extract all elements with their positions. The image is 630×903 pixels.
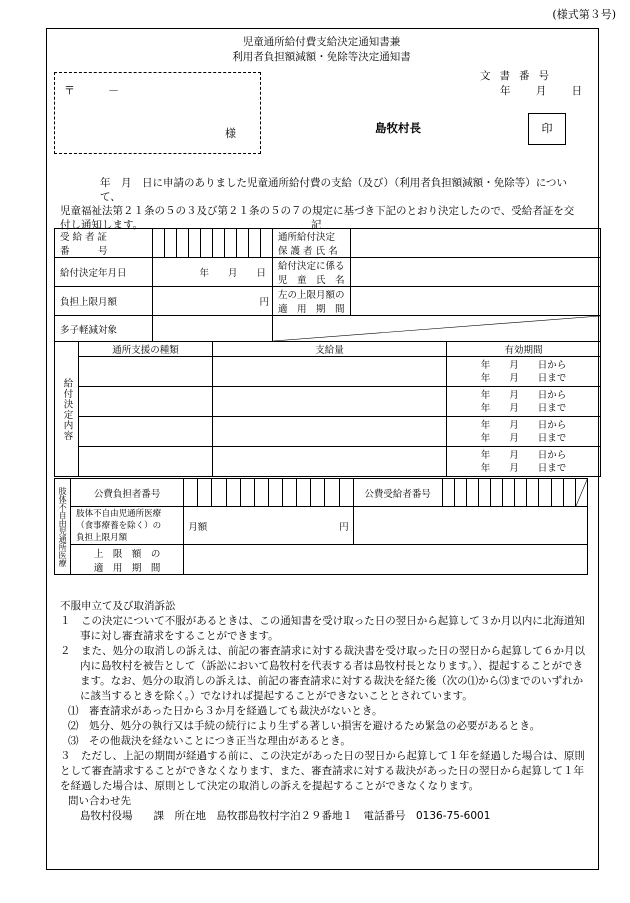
recipient-number2-label: 公費受給者番号	[353, 479, 442, 507]
service-type-cell	[79, 387, 213, 417]
note-item-3: ３ ただし、上記の期間が経過する前に、この決定があった日の翌日から起算して１年を経過した場合は、原則として審査請求することができなくなります、また、審査請求に対する裁決があった日の翌日から起算して１年を経過した場合は、原則として決定の取消しの訴えを提起することができなくなります。	[60, 750, 585, 792]
validity-cell: 年 月 日から 年 月 日まで	[447, 387, 601, 417]
decision-date-value: 年 月 日	[153, 258, 273, 287]
amount-cell	[213, 387, 447, 417]
recipient-number-digit	[189, 229, 201, 258]
issuer-name: 島牧村長	[375, 121, 421, 135]
payer-number-digit	[339, 479, 353, 507]
honorific-label: 様	[225, 127, 236, 140]
contact-heading: 問い合わせ先	[68, 795, 131, 807]
limit-period-value	[351, 287, 601, 316]
recipient-number-digit	[201, 229, 213, 258]
document-number-label: 文書番号	[480, 70, 558, 82]
multi-child-value	[153, 316, 273, 342]
amount-cell	[213, 447, 447, 477]
recipient-number2-digit	[490, 479, 502, 507]
payer-number-digit	[283, 479, 297, 507]
guardian-name-value	[351, 229, 601, 258]
recipient-number-digit	[249, 229, 261, 258]
recipient-number-digit	[261, 229, 273, 258]
guardian-name-label: 通所給付決定 保 護 者 氏 名	[273, 229, 351, 258]
decision-table	[54, 228, 601, 477]
recipient-number2-digit	[466, 479, 478, 507]
medical-side-label: 肢体不自由児通所医療	[55, 479, 71, 575]
amount-cell	[213, 417, 447, 447]
note-sub-3: ⑶ その他裁決を経ないことにつき正当な理由があるとき。	[68, 735, 351, 747]
amount-header: 支給量	[213, 342, 447, 357]
service-type-header: 通所支援の種類	[79, 342, 213, 357]
document-subtitle: 利用者負担額減額・免除等決定通知書	[232, 51, 411, 63]
recipient-number-digit	[177, 229, 189, 258]
multi-child-diagonal	[273, 316, 601, 342]
payer-number-digit	[212, 479, 226, 507]
monthly-label: 月額	[188, 521, 208, 533]
recipient-number2-digit	[563, 479, 575, 507]
payer-number-digit	[254, 479, 268, 507]
recipient-number-label: 受 給 者 証 番 号	[55, 229, 153, 258]
limit-period2-value	[184, 545, 588, 575]
note-item-2: ２ また、処分の取消しの訴えは、前記の審査請求に対する裁決書を受け取った日の翌日から起算して６か月以内に島牧村を被告として（訴訟において島牧村を代表する者は島牧村長となります。）、提起することができます。なお、処分の取消しの訴えは、前記の審査請求に対する裁決を経た後（次の⑴から⑶までのいずれかに該当するときを除く。）でなければ提起することができないこととされています。	[60, 645, 585, 702]
validity-header: 有効期間	[447, 342, 601, 357]
monthly-limit-label: 負担上限月額	[55, 287, 153, 316]
intro-line-2: 児童福祉法第２１条の５の３及び第２１条の５の７の規定に基づき下記のとおり決定したので、受給者証を交	[60, 205, 575, 217]
limit-period2-label: 上 限 額 の 適 用 期 間	[71, 545, 184, 575]
note-sub-1: ⑴ 審査請求があった日から３か月を経過しても裁決がないとき。	[68, 705, 383, 717]
diagonal-line	[576, 479, 587, 506]
recipient-number-digit	[225, 229, 237, 258]
contact-line: 島牧村役場 課 所在地 島牧郡島牧村字泊２９番地１ 電話番号 0136-75-6001	[80, 810, 491, 822]
recipient-number-digit	[237, 229, 249, 258]
limit-period-label: 左の上限月額の 適 用 期 間	[273, 287, 351, 316]
payer-number-digit	[240, 479, 254, 507]
service-type-cell	[79, 447, 213, 477]
notes-heading: 不服申立て及び取消訴訟	[60, 600, 176, 612]
recipient-number2-digit	[454, 479, 466, 507]
recipient-number2-digit	[551, 479, 563, 507]
intro-line-1: 年 月 日に申請のありました児童通所給付費の支給（及び）（利用者負担額減額・免除等）について、	[100, 177, 568, 203]
validity-cell: 年 月 日から 年 月 日まで	[447, 417, 601, 447]
payer-number-digit	[268, 479, 282, 507]
decision-date-label: 給付決定年月日	[55, 258, 153, 287]
seal-box: 印	[528, 113, 566, 145]
validity-cell: 年 月 日から 年 月 日まで	[447, 357, 601, 387]
payer-number-digit	[297, 479, 311, 507]
payer-number-digit	[198, 479, 212, 507]
recipient-number2-digit	[442, 479, 454, 507]
recipient-number-digit	[153, 229, 165, 258]
validity-cell: 年 月 日から 年 月 日まで	[447, 447, 601, 477]
document-date-label: 年 月 日	[500, 85, 583, 97]
intro-line-3: 付し通知します。	[60, 219, 144, 231]
document-title: 児童通所給付費支給決定通知書兼	[242, 36, 401, 48]
service-type-cell	[79, 417, 213, 447]
recipient-number2-digit	[503, 479, 515, 507]
medical-limit-blank	[353, 507, 587, 545]
address-box	[54, 72, 261, 154]
medical-limit-value	[184, 507, 354, 545]
payer-number-digit	[226, 479, 240, 507]
recipient-number2-digit	[527, 479, 539, 507]
ki-label: 記	[311, 219, 322, 231]
yen-label: 円	[339, 521, 349, 533]
medical-limit-label: 肢体不自由児通所医療 （食事療養を除く）の 負担上限月額	[71, 507, 184, 545]
recipient-number2-digit	[478, 479, 490, 507]
zip-label: 〒 －	[64, 84, 119, 97]
recipient-number2-diagonal	[575, 479, 587, 507]
service-type-cell	[79, 357, 213, 387]
note-item-1: １ この決定について不服があるときは、この通知書を受け取った日の翌日から起算して３か月以内に北海道知事に対し審査請求をすることができます。	[60, 615, 585, 642]
recipient-number2-digit	[539, 479, 551, 507]
multi-child-label: 多子軽減対象	[55, 316, 153, 342]
content-side-label: 給付決定内容	[55, 342, 79, 477]
payer-number-digit	[184, 479, 198, 507]
note-sub-2: ⑵ 処分、処分の執行又は手続の続行により生ずる著しい損害を避けるため緊急の必要があるとき。	[68, 720, 541, 732]
form-number: (様式第３号)	[552, 8, 616, 21]
child-name-label: 給付決定に係る 児 童 氏 名	[273, 258, 351, 287]
amount-cell	[213, 357, 447, 387]
medical-table	[54, 478, 588, 575]
recipient-number2-digit	[515, 479, 527, 507]
child-name-value	[351, 258, 601, 287]
monthly-limit-value: 円	[153, 287, 273, 316]
payer-number-digit	[325, 479, 339, 507]
recipient-number-digit	[213, 229, 225, 258]
payer-number-label: 公費負担者番号	[71, 479, 184, 507]
diagonal-line	[273, 316, 600, 341]
appeal-notes	[60, 599, 590, 824]
payer-number-digit	[311, 479, 325, 507]
recipient-number-digit	[165, 229, 177, 258]
